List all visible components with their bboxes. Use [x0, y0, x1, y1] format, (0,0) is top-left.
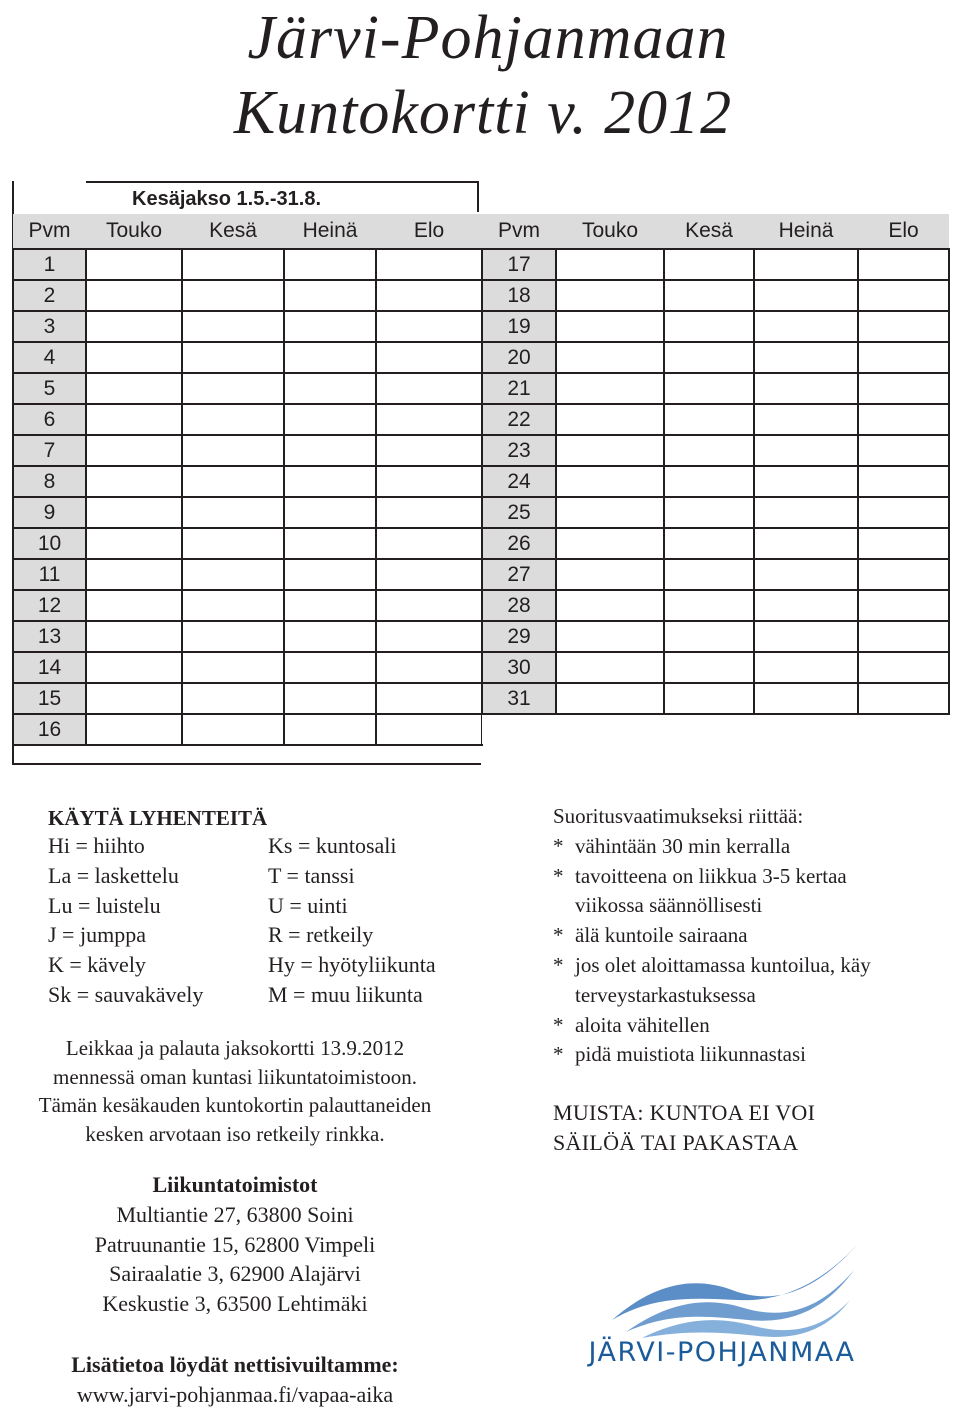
entry-cell[interactable]	[664, 404, 754, 435]
column-header: Pvm	[13, 214, 86, 249]
entry-cell[interactable]	[664, 373, 754, 404]
entry-cell[interactable]	[556, 559, 664, 590]
entry-cell[interactable]	[556, 528, 664, 559]
table-row	[13, 435, 482, 466]
entry-cell[interactable]	[284, 714, 376, 745]
entry-cell[interactable]	[556, 435, 664, 466]
entry-cell[interactable]	[664, 311, 754, 342]
bullet-star: *	[553, 1011, 564, 1041]
entry-cell[interactable]	[556, 373, 664, 404]
empty-cell	[858, 714, 949, 744]
entry-cell[interactable]	[182, 528, 284, 559]
season-label: Kesäjakso 1.5.-31.8.	[86, 181, 479, 212]
entry-cell[interactable]	[376, 621, 482, 652]
return-instructions	[0, 1034, 470, 1148]
return-line: mennessä oman kuntasi liikuntatoimistoon.	[0, 1063, 470, 1092]
entry-cell[interactable]	[86, 342, 182, 373]
abbreviations-right-list	[268, 831, 436, 1010]
entry-cell[interactable]	[376, 249, 482, 280]
entry-cell[interactable]	[858, 435, 949, 466]
column-header: Touko	[86, 214, 182, 249]
entry-cell[interactable]	[858, 280, 949, 311]
abbreviations-left-list	[48, 831, 203, 1010]
table-row	[13, 590, 482, 621]
day-number: 24	[482, 466, 556, 497]
entry-cell[interactable]	[376, 373, 482, 404]
entry-cell[interactable]	[664, 528, 754, 559]
table-row	[13, 683, 482, 714]
log-table-right	[481, 214, 950, 744]
day-number: 30	[482, 652, 556, 683]
abbreviation: K = kävely	[48, 950, 203, 980]
entry-cell[interactable]	[858, 466, 949, 497]
table-row	[482, 373, 949, 404]
table-row	[13, 342, 482, 373]
entry-cell[interactable]	[86, 497, 182, 528]
entry-cell[interactable]	[284, 311, 376, 342]
entry-cell[interactable]	[556, 249, 664, 280]
day-number: 27	[482, 559, 556, 590]
table-row	[482, 404, 949, 435]
abbreviation: R = retkeily	[268, 920, 436, 950]
table-row	[482, 435, 949, 466]
entry-cell[interactable]	[182, 249, 284, 280]
entry-cell[interactable]	[664, 652, 754, 683]
entry-cell[interactable]	[664, 621, 754, 652]
abbreviation: La = laskettelu	[48, 861, 203, 891]
column-header: Pvm	[482, 214, 556, 249]
office-address: Patruunantie 15, 62800 Vimpeli	[0, 1230, 470, 1260]
entry-cell[interactable]	[754, 404, 858, 435]
day-number: 17	[482, 249, 556, 280]
day-number: 9	[13, 497, 86, 528]
empty-cell	[482, 714, 556, 744]
day-number: 26	[482, 528, 556, 559]
entry-cell[interactable]	[284, 497, 376, 528]
entry-cell[interactable]	[664, 280, 754, 311]
entry-cell[interactable]	[376, 714, 482, 745]
table-row	[482, 342, 949, 373]
abbreviation: J = jumppa	[48, 920, 203, 950]
entry-cell[interactable]	[284, 590, 376, 621]
requirement-item: * jos olet aloittamassa kuntoilua, käy	[553, 951, 871, 981]
abbreviations-title: KÄYTÄ LYHENTEITÄ	[48, 804, 267, 834]
table-header-row	[13, 214, 482, 249]
entry-cell[interactable]	[376, 652, 482, 683]
table-row	[13, 280, 482, 311]
entry-cell[interactable]	[182, 559, 284, 590]
bullet-star: *	[553, 832, 564, 862]
entry-cell[interactable]	[556, 342, 664, 373]
day-number: 1	[13, 249, 86, 280]
entry-cell[interactable]	[556, 652, 664, 683]
entry-cell[interactable]	[284, 435, 376, 466]
table-row	[13, 528, 482, 559]
offices-title: Liikuntatoimistot	[0, 1170, 470, 1200]
entry-cell[interactable]	[858, 404, 949, 435]
day-number: 19	[482, 311, 556, 342]
table-row	[482, 683, 949, 714]
entry-cell[interactable]	[858, 652, 949, 683]
entry-cell[interactable]	[86, 311, 182, 342]
day-number: 18	[482, 280, 556, 311]
day-number: 7	[13, 435, 86, 466]
entry-cell[interactable]	[754, 559, 858, 590]
entry-cell[interactable]	[664, 249, 754, 280]
sports-offices	[0, 1170, 470, 1319]
entry-cell[interactable]	[182, 404, 284, 435]
entry-cell[interactable]	[754, 590, 858, 621]
day-number: 31	[482, 683, 556, 714]
entry-cell[interactable]	[182, 342, 284, 373]
entry-cell[interactable]	[284, 280, 376, 311]
entry-cell[interactable]	[664, 683, 754, 714]
office-address: Sairaalatie 3, 62900 Alajärvi	[0, 1259, 470, 1289]
entry-cell[interactable]	[754, 435, 858, 466]
entry-cell[interactable]	[754, 342, 858, 373]
column-header: Heinä	[754, 214, 858, 249]
day-number: 15	[13, 683, 86, 714]
entry-cell[interactable]	[754, 683, 858, 714]
entry-cell[interactable]	[858, 590, 949, 621]
table-row	[482, 652, 949, 683]
entry-cell[interactable]	[858, 497, 949, 528]
logo-text: JÄRVI-POHJANMAA	[582, 1337, 862, 1368]
day-number: 29	[482, 621, 556, 652]
entry-cell[interactable]	[754, 497, 858, 528]
entry-cell[interactable]	[86, 714, 182, 745]
requirement-item: * tavoitteena on liikkua 3-5 kertaa	[553, 862, 871, 892]
entry-cell[interactable]	[86, 683, 182, 714]
entry-cell[interactable]	[86, 590, 182, 621]
day-number: 3	[13, 311, 86, 342]
entry-cell[interactable]	[284, 373, 376, 404]
entry-cell[interactable]	[664, 342, 754, 373]
entry-cell[interactable]	[754, 528, 858, 559]
abbreviation: M = muu liikunta	[268, 980, 436, 1010]
entry-cell[interactable]	[664, 497, 754, 528]
entry-cell[interactable]	[86, 621, 182, 652]
entry-cell[interactable]	[556, 466, 664, 497]
entry-cell[interactable]	[284, 652, 376, 683]
entry-cell[interactable]	[376, 466, 482, 497]
requirement-continuation: viikossa säännöllisesti	[553, 891, 871, 921]
entry-cell[interactable]	[284, 249, 376, 280]
day-number: 8	[13, 466, 86, 497]
abbreviation: Ks = kuntosali	[268, 831, 436, 861]
table-row	[482, 528, 949, 559]
table-row	[482, 590, 949, 621]
table-row	[482, 466, 949, 497]
empty-cell	[754, 714, 858, 744]
day-number: 2	[13, 280, 86, 311]
entry-cell[interactable]	[86, 249, 182, 280]
table-row	[13, 466, 482, 497]
entry-cell[interactable]	[376, 590, 482, 621]
entry-cell[interactable]	[664, 435, 754, 466]
entry-cell[interactable]	[86, 280, 182, 311]
entry-cell[interactable]	[376, 435, 482, 466]
entry-cell[interactable]	[86, 466, 182, 497]
requirement-continuation: terveystarkastuksessa	[553, 981, 871, 1011]
entry-cell[interactable]	[284, 559, 376, 590]
remember-line: MUISTA: KUNTOA EI VOI	[553, 1098, 815, 1128]
entry-cell[interactable]	[284, 342, 376, 373]
day-number: 5	[13, 373, 86, 404]
entry-cell[interactable]	[664, 590, 754, 621]
column-header: Elo	[376, 214, 482, 249]
day-number: 21	[482, 373, 556, 404]
log-table-left	[12, 214, 483, 746]
table-row	[13, 311, 482, 342]
day-number: 14	[13, 652, 86, 683]
requirement-item: * älä kuntoile sairaana	[553, 921, 871, 951]
table-row	[13, 621, 482, 652]
day-number: 13	[13, 621, 86, 652]
entry-cell[interactable]	[376, 559, 482, 590]
remember-line: SÄILÖÄ TAI PAKASTAA	[553, 1128, 815, 1158]
entry-cell[interactable]	[754, 621, 858, 652]
entry-cell[interactable]	[556, 621, 664, 652]
day-number: 12	[13, 590, 86, 621]
abbreviation: Sk = sauvakävely	[48, 980, 203, 1010]
entry-cell[interactable]	[182, 280, 284, 311]
table-row	[13, 559, 482, 590]
bullet-star: *	[553, 862, 564, 892]
entry-cell[interactable]	[86, 435, 182, 466]
entry-cell[interactable]	[86, 373, 182, 404]
entry-cell[interactable]	[858, 342, 949, 373]
day-number: 23	[482, 435, 556, 466]
entry-cell[interactable]	[284, 528, 376, 559]
abbreviation: Hy = hyötyliikunta	[268, 950, 436, 980]
entry-cell[interactable]	[556, 404, 664, 435]
title-line-2: Kuntokortti v. 2012	[0, 78, 960, 148]
entry-cell[interactable]	[664, 466, 754, 497]
entry-cell[interactable]	[182, 497, 284, 528]
entry-cell[interactable]	[284, 683, 376, 714]
entry-cell[interactable]	[376, 683, 482, 714]
abbreviation: T = tanssi	[268, 861, 436, 891]
table-header-row	[482, 214, 949, 249]
entry-cell[interactable]	[858, 621, 949, 652]
entry-cell[interactable]	[376, 311, 482, 342]
entry-cell[interactable]	[754, 311, 858, 342]
table-row	[482, 621, 949, 652]
bullet-star: *	[553, 951, 564, 981]
bullet-star: *	[553, 1040, 564, 1070]
table-row	[13, 373, 482, 404]
requirement-item: * pidä muistiota liikunnastasi	[553, 1040, 871, 1070]
column-header: Touko	[556, 214, 664, 249]
title-line-1: Järvi-Pohjanmaan	[0, 3, 960, 73]
day-number: 16	[13, 714, 86, 745]
table-row	[482, 714, 949, 744]
requirement-item: * vähintään 30 min kerralla	[553, 832, 871, 862]
office-address: Multiantie 27, 63800 Soini	[0, 1200, 470, 1230]
table-row	[482, 311, 949, 342]
more-info-label: Lisätietoa löydät nettisivuiltamme:	[0, 1350, 470, 1380]
entry-cell[interactable]	[182, 373, 284, 404]
remember-note	[553, 1098, 815, 1158]
entry-cell[interactable]	[376, 528, 482, 559]
entry-cell[interactable]	[86, 404, 182, 435]
day-number: 6	[13, 404, 86, 435]
table-row	[482, 559, 949, 590]
entry-cell[interactable]	[376, 404, 482, 435]
more-info	[0, 1350, 470, 1409]
entry-cell[interactable]	[556, 683, 664, 714]
entry-cell[interactable]	[182, 590, 284, 621]
entry-cell[interactable]	[754, 280, 858, 311]
entry-cell[interactable]	[858, 528, 949, 559]
column-header: Kesä	[182, 214, 284, 249]
day-number: 22	[482, 404, 556, 435]
entry-cell[interactable]	[858, 249, 949, 280]
day-number: 28	[482, 590, 556, 621]
entry-cell[interactable]	[284, 404, 376, 435]
table-row	[13, 652, 482, 683]
table-row	[13, 249, 482, 280]
return-line: Leikkaa ja palauta jaksokortti 13.9.2012	[0, 1034, 470, 1063]
day-number: 4	[13, 342, 86, 373]
empty-cell	[664, 714, 754, 744]
entry-cell[interactable]	[376, 497, 482, 528]
table-row	[13, 714, 482, 745]
return-line: Tämän kesäkauden kuntokortin palauttaneiden	[0, 1091, 470, 1120]
column-header: Heinä	[284, 214, 376, 249]
office-address: Keskustie 3, 63500 Lehtimäki	[0, 1289, 470, 1319]
return-line: kesken arvotaan iso retkeily rinkka.	[0, 1120, 470, 1149]
entry-cell[interactable]	[754, 466, 858, 497]
column-header: Kesä	[664, 214, 754, 249]
table-row	[13, 497, 482, 528]
entry-cell[interactable]	[754, 652, 858, 683]
entry-cell[interactable]	[858, 683, 949, 714]
entry-cell[interactable]	[556, 497, 664, 528]
website-link[interactable]: www.jarvi-pohjanmaa.fi/vapaa-aika	[0, 1380, 470, 1409]
entry-cell[interactable]	[182, 621, 284, 652]
day-number: 10	[13, 528, 86, 559]
entry-cell[interactable]	[858, 311, 949, 342]
entry-cell[interactable]	[556, 280, 664, 311]
entry-cell[interactable]	[376, 342, 482, 373]
entry-cell[interactable]	[182, 683, 284, 714]
entry-cell[interactable]	[86, 559, 182, 590]
entry-cell[interactable]	[556, 311, 664, 342]
entry-cell[interactable]	[858, 559, 949, 590]
entry-cell[interactable]	[376, 280, 482, 311]
requirements	[553, 802, 871, 1070]
abbreviation: Hi = hiihto	[48, 831, 203, 861]
requirement-item: * aloita vähitellen	[553, 1011, 871, 1041]
requirements-title: Suoritusvaatimukseksi riittää:	[553, 802, 871, 832]
table-row	[482, 497, 949, 528]
entry-cell[interactable]	[182, 435, 284, 466]
entry-cell[interactable]	[86, 652, 182, 683]
entry-cell[interactable]	[754, 249, 858, 280]
day-number: 20	[482, 342, 556, 373]
entry-cell[interactable]	[556, 590, 664, 621]
table-row	[482, 249, 949, 280]
entry-cell[interactable]	[182, 652, 284, 683]
entry-cell[interactable]	[858, 373, 949, 404]
entry-cell[interactable]	[182, 714, 284, 745]
day-number: 11	[13, 559, 86, 590]
abbreviation: Lu = luistelu	[48, 891, 203, 921]
day-number: 25	[482, 497, 556, 528]
empty-cell	[556, 714, 664, 744]
column-header: Elo	[858, 214, 949, 249]
table-frame-bottom	[12, 763, 481, 765]
entry-cell[interactable]	[182, 311, 284, 342]
entry-cell[interactable]	[284, 621, 376, 652]
entry-cell[interactable]	[284, 466, 376, 497]
bullet-star: *	[553, 921, 564, 951]
entry-cell[interactable]	[754, 373, 858, 404]
entry-cell[interactable]	[182, 466, 284, 497]
table-row	[482, 280, 949, 311]
abbreviation: U = uinti	[268, 891, 436, 921]
entry-cell[interactable]	[664, 559, 754, 590]
table-row	[13, 404, 482, 435]
entry-cell[interactable]	[86, 528, 182, 559]
